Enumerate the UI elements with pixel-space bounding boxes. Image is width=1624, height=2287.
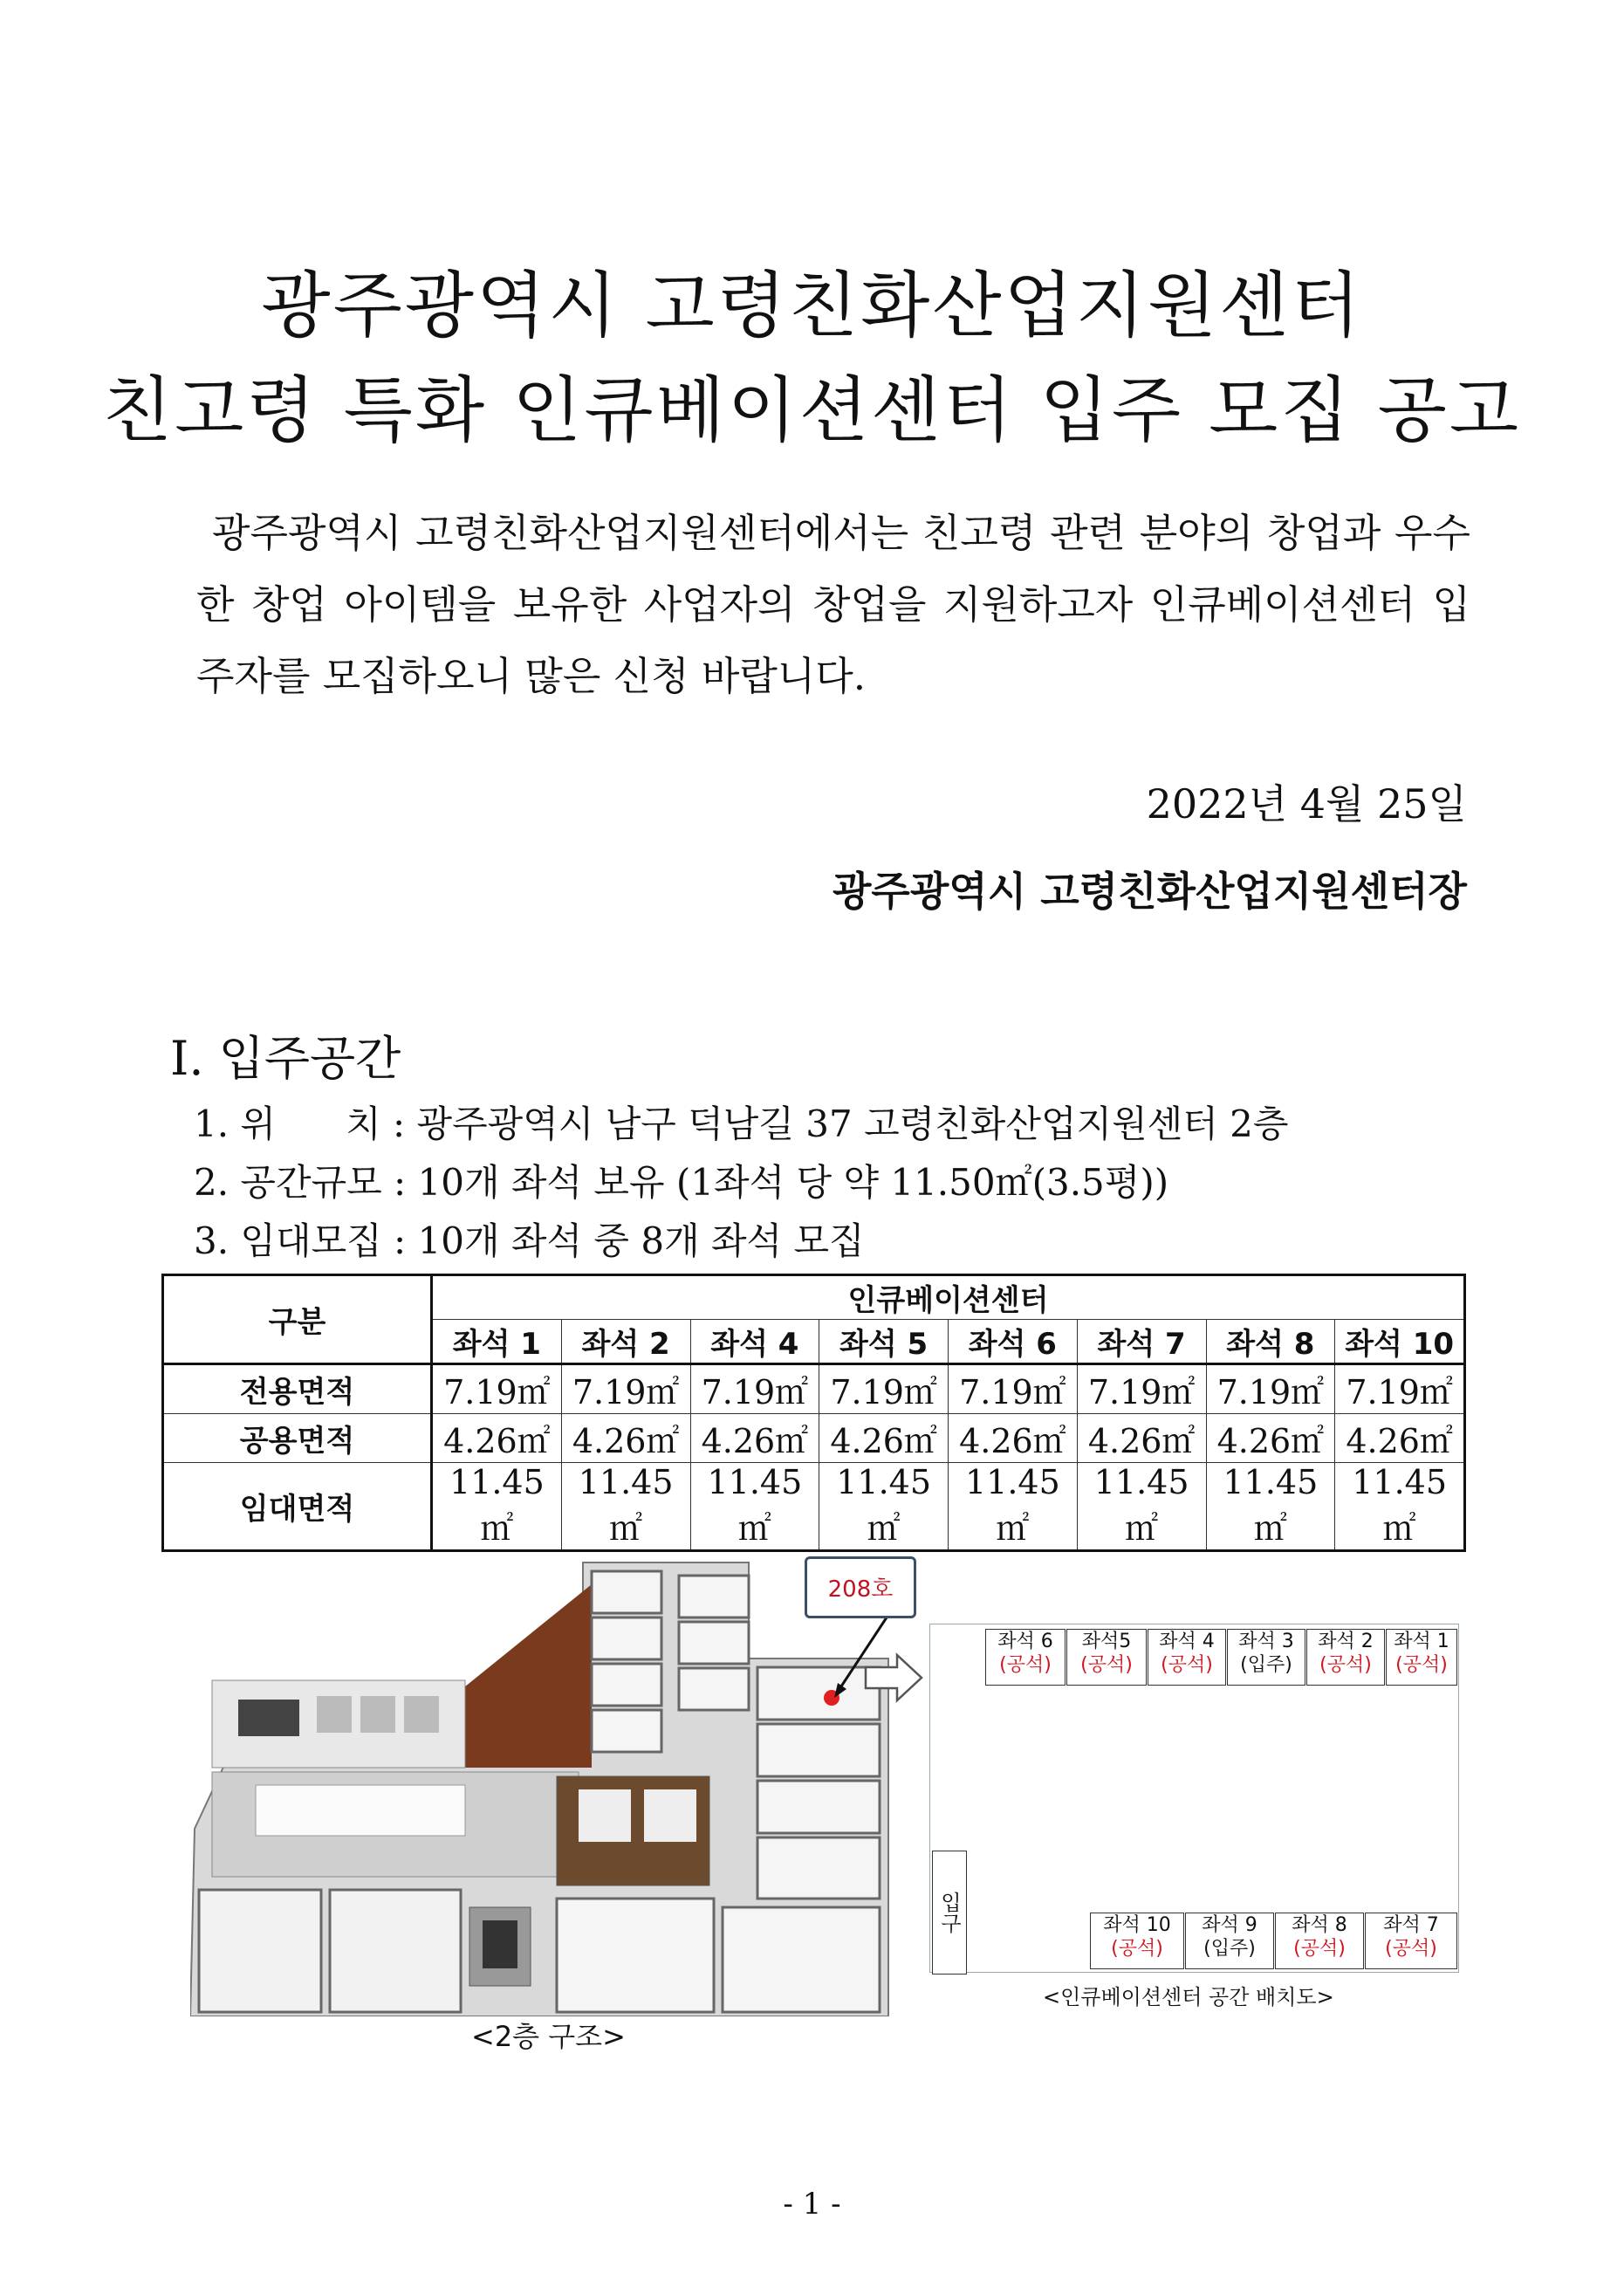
table-cell: 7.19㎡	[1335, 1364, 1465, 1414]
table-row	[163, 1364, 1465, 1414]
seat-status: (공석)	[1161, 1654, 1213, 1676]
seat-name: 좌석5	[1081, 1631, 1132, 1652]
item-recruitment: 3. 임대모집 : 10개 좌석 중 8개 좌석 모집	[194, 1219, 865, 1262]
table-cell: 7.19㎡	[949, 1364, 1078, 1414]
col-header: 좌석 2	[561, 1320, 690, 1364]
col-header: 좌석 6	[949, 1320, 1078, 1364]
seat-box	[1066, 1629, 1147, 1686]
seat-name: 좌석 3	[1238, 1631, 1294, 1652]
table-cell: 7.19㎡	[690, 1364, 819, 1414]
seat-box	[1227, 1629, 1305, 1686]
table-cell: 11.45㎡	[690, 1463, 819, 1551]
table-cell: 11.45㎡	[949, 1463, 1078, 1551]
seat-name: 좌석 6	[997, 1631, 1053, 1652]
announcement-date: 2022년 4월 25일	[1146, 780, 1467, 828]
title-line-1: 광주광역시 고령친화산업지원센터	[261, 264, 1363, 347]
seat-status: (공석)	[1385, 1938, 1437, 1960]
table-cell: 7.19㎡	[1206, 1364, 1335, 1414]
seat-status: (공석)	[1080, 1654, 1133, 1676]
seat-name: 좌석 9	[1202, 1914, 1257, 1936]
seat-name: 좌석 7	[1383, 1914, 1439, 1936]
seat-box	[1386, 1629, 1457, 1686]
table-cell: 7.19㎡	[1077, 1364, 1206, 1414]
right-arrow-icon	[864, 1652, 923, 1704]
table-corner: 구분	[163, 1275, 432, 1364]
col-header: 좌석 5	[819, 1320, 949, 1364]
table-cell: 4.26㎡	[432, 1414, 562, 1463]
table-cell: 7.19㎡	[432, 1364, 562, 1414]
seat-status: (공석)	[1111, 1938, 1163, 1960]
table-cell: 11.45㎡	[1206, 1463, 1335, 1551]
seat-box	[1148, 1629, 1226, 1686]
floor-plan-illustration	[190, 1549, 923, 2016]
table-cell: 4.26㎡	[1335, 1414, 1465, 1463]
issuer: 광주광역시 고령친화산업지원센터장	[833, 868, 1467, 915]
col-header: 좌석 4	[690, 1320, 819, 1364]
seat-status: (공석)	[999, 1654, 1052, 1676]
item-location: 1. 위 치 : 광주광역시 남구 덕남길 37 고령친화산업지원센터 2층	[194, 1102, 1289, 1145]
row-label: 임대면적	[163, 1463, 432, 1551]
table-cell: 11.45㎡	[432, 1463, 562, 1551]
table-row	[163, 1463, 1465, 1551]
seat-status: (공석)	[1293, 1938, 1346, 1960]
seatplan-caption: <인큐베이션센터 공간 배치도>	[1043, 1985, 1334, 2009]
seat-status: (입주)	[1240, 1654, 1292, 1676]
room-208-callout: 208호	[805, 1556, 916, 1618]
table-cell: 4.26㎡	[561, 1414, 690, 1463]
floor-caption: <2층 구조>	[471, 2020, 626, 2053]
col-header: 좌석 8	[1206, 1320, 1335, 1364]
page-number: - 1 -	[783, 2187, 841, 2222]
table-group-header: 인큐베이션센터	[432, 1275, 1465, 1320]
seat-box	[1306, 1629, 1385, 1686]
seat-name: 좌석 4	[1159, 1631, 1215, 1652]
table-cell: 11.45㎡	[819, 1463, 949, 1551]
col-header: 좌석 10	[1335, 1320, 1465, 1364]
table-row	[163, 1414, 1465, 1463]
seat-box	[1365, 1913, 1457, 1969]
conference-table	[238, 1700, 299, 1736]
item-space-size: 2. 공간규모 : 10개 좌석 보유 (1좌석 당 약 11.50㎡(3.5평))	[194, 1161, 1169, 1204]
section-heading: Ⅰ. 입주공간	[170, 1031, 401, 1086]
seat-status: (공석)	[1319, 1654, 1372, 1676]
seat-name: 좌석 10	[1103, 1914, 1171, 1936]
seat-box	[985, 1629, 1066, 1686]
area-table	[161, 1274, 1466, 1552]
seat-name: 좌석 2	[1318, 1631, 1374, 1652]
row-label: 공용면적	[163, 1414, 432, 1463]
table-cell: 7.19㎡	[819, 1364, 949, 1414]
table-cell: 7.19㎡	[561, 1364, 690, 1414]
table-cell: 11.45㎡	[1077, 1463, 1206, 1551]
table-cell: 4.26㎡	[1206, 1414, 1335, 1463]
table-cell: 4.26㎡	[690, 1414, 819, 1463]
seat-status: (공석)	[1395, 1654, 1448, 1676]
col-header: 좌석 1	[432, 1320, 562, 1364]
seat-name: 좌석 1	[1394, 1631, 1449, 1652]
table-cell: 4.26㎡	[949, 1414, 1078, 1463]
seat-name: 좌석 8	[1292, 1914, 1347, 1936]
col-header: 좌석 7	[1077, 1320, 1206, 1364]
title-line-2: 친고령 특화 인큐베이션센터 입주 모집 공고	[102, 369, 1522, 452]
table-cell: 11.45㎡	[1335, 1463, 1465, 1551]
table-cell: 4.26㎡	[819, 1414, 949, 1463]
seat-status: (입주)	[1203, 1938, 1256, 1960]
row-label: 전용면적	[163, 1364, 432, 1414]
seat-box	[1090, 1913, 1184, 1969]
intro-paragraph: 광주광역시 고령친화산업지원센터에서는 친고령 관련 분야의 창업과 우수한 창업 아이템을 보유한 사업자의 창업을 지원하고자 인큐베이션센터 입주자를 모집하오니 많은 신청 바랍니다.	[196, 510, 1470, 699]
seat-box	[1275, 1913, 1364, 1969]
table-cell: 11.45㎡	[561, 1463, 690, 1551]
seat-box	[1185, 1913, 1274, 1969]
entrance-label: 입구	[932, 1851, 967, 1975]
table-cell: 4.26㎡	[1077, 1414, 1206, 1463]
elevator	[483, 1920, 517, 1968]
